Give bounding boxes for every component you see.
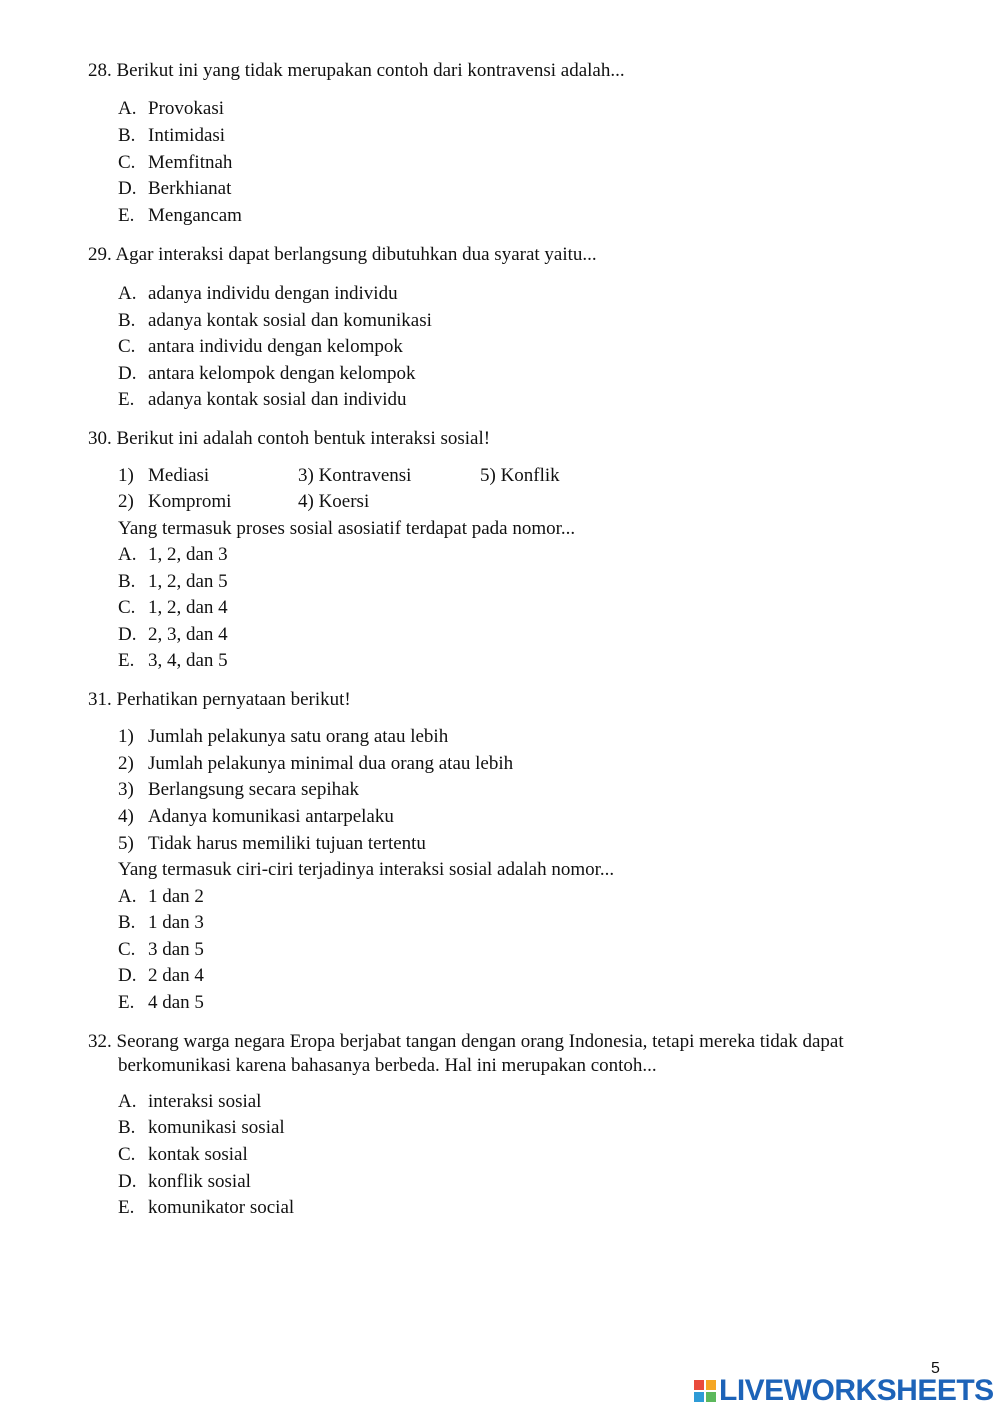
option-label: E. [118, 1197, 135, 1218]
option-28-b[interactable] [118, 126, 618, 146]
option-30-c[interactable] [118, 598, 618, 618]
option-label: E. [118, 650, 135, 671]
question-30 [88, 429, 490, 448]
option-30-a[interactable] [118, 545, 618, 565]
item-label: 1) [118, 465, 134, 486]
item-label: 2) [118, 753, 134, 774]
option-text: antara kelompok dengan kelompok [148, 363, 416, 384]
question-number: 28. [88, 60, 112, 81]
option-text: Provokasi [148, 98, 224, 119]
option-label: B. [118, 912, 136, 933]
option-text: Memfitnah [148, 152, 233, 173]
question-32 [88, 1032, 844, 1051]
option-text: konflik sosial [148, 1171, 251, 1192]
question-prompt: Yang termasuk proses sosial asosiatif terdapat pada nomor... [118, 518, 576, 539]
option-label: A. [118, 283, 137, 304]
question-number: 30. [88, 428, 112, 449]
question-stem-continued: berkomunikasi karena bahasanya berbeda. Hal ini merupakan contoh... [118, 1055, 657, 1076]
statement-item [118, 780, 718, 800]
option-text: 2, 3, dan 4 [148, 624, 228, 645]
liveworksheets-logo[interactable] [694, 1376, 994, 1406]
option-32-d[interactable] [118, 1172, 618, 1192]
option-32-c[interactable] [118, 1145, 618, 1165]
option-28-e[interactable] [118, 206, 618, 226]
option-text: 1, 2, dan 5 [148, 571, 228, 592]
brand-name: LIVEWORKSHEETS [719, 1374, 994, 1407]
statement-item: 4) Koersi [298, 491, 370, 512]
option-label: D. [118, 1171, 137, 1192]
option-label: B. [118, 310, 136, 331]
item-text: Tidak harus memiliki tujuan tertentu [148, 833, 426, 854]
option-32-e[interactable] [118, 1198, 618, 1218]
option-text: adanya kontak sosial dan komunikasi [148, 310, 432, 331]
option-text: Intimidasi [148, 125, 226, 146]
statement-item [118, 492, 288, 512]
option-32-b[interactable] [118, 1118, 618, 1138]
option-label: A. [118, 886, 137, 907]
statement-item: 3) Kontravensi [298, 465, 412, 486]
option-label: A. [118, 544, 137, 565]
statement-item [118, 807, 718, 827]
item-text: Kompromi [148, 491, 232, 512]
option-label: C. [118, 1144, 136, 1165]
option-31-a[interactable] [118, 887, 618, 907]
option-31-b[interactable] [118, 913, 618, 933]
option-29-e[interactable] [118, 390, 618, 410]
statement-item [118, 727, 718, 747]
question-number: 31. [88, 689, 112, 710]
option-28-a[interactable] [118, 99, 618, 119]
option-label: D. [118, 363, 137, 384]
question-prompt: Yang termasuk ciri-ciri terjadinya interaksi sosial adalah nomor... [118, 859, 615, 880]
question-stem: Berikut ini adalah contoh bentuk interaksi sosial! [116, 428, 491, 449]
option-text: kontak sosial [148, 1144, 248, 1165]
option-31-d[interactable] [118, 966, 618, 986]
question-stem: Seorang warga negara Eropa berjabat tangan dengan orang Indonesia, tetapi mereka tidak dapat [116, 1031, 844, 1052]
item-text: Jumlah pelakunya minimal dua orang atau lebih [148, 753, 514, 774]
option-text: 1, 2, dan 4 [148, 597, 228, 618]
option-label: E. [118, 389, 135, 410]
page-number: 5 [931, 1360, 940, 1377]
option-label: D. [118, 178, 137, 199]
option-label: E. [118, 205, 135, 226]
option-text: 3, 4, dan 5 [148, 650, 228, 671]
liveworksheets-logo-icon [694, 1380, 716, 1402]
option-text: 3 dan 5 [148, 939, 204, 960]
option-28-c[interactable] [118, 153, 618, 173]
question-stem: Agar interaksi dapat berlangsung dibutuhkan dua syarat yaitu... [115, 244, 597, 265]
option-label: C. [118, 336, 136, 357]
option-29-a[interactable] [118, 284, 618, 304]
option-text: adanya kontak sosial dan individu [148, 389, 407, 410]
statement-item: 5) Konflik [480, 465, 560, 486]
option-label: C. [118, 597, 136, 618]
option-text: 1 dan 2 [148, 886, 204, 907]
option-30-e[interactable] [118, 651, 618, 671]
statement-item [118, 754, 718, 774]
option-label: A. [118, 1091, 137, 1112]
option-28-d[interactable] [118, 179, 618, 199]
option-text: Mengancam [148, 205, 242, 226]
item-label: 3) [118, 779, 134, 800]
item-text: Mediasi [148, 465, 210, 486]
statement-item [118, 834, 718, 854]
option-label: B. [118, 125, 136, 146]
item-text: Adanya komunikasi antarpelaku [148, 806, 394, 827]
question-31 [88, 690, 351, 709]
option-label: C. [118, 152, 136, 173]
option-31-e[interactable] [118, 993, 618, 1013]
option-text: 2 dan 4 [148, 965, 204, 986]
option-31-c[interactable] [118, 940, 618, 960]
question-number: 29. [88, 244, 112, 265]
item-label: 1) [118, 726, 134, 747]
item-label: 4) [118, 806, 134, 827]
option-label: B. [118, 571, 136, 592]
option-29-b[interactable] [118, 311, 618, 331]
option-text: 4 dan 5 [148, 992, 204, 1013]
option-label: C. [118, 939, 136, 960]
option-29-c[interactable] [118, 337, 618, 357]
option-label: A. [118, 98, 137, 119]
question-28 [88, 61, 625, 80]
option-text: komunikasi sosial [148, 1117, 285, 1138]
option-label: E. [118, 992, 135, 1013]
option-text: 1 dan 3 [148, 912, 204, 933]
option-text: Berkhianat [148, 178, 232, 199]
option-30-d[interactable] [118, 625, 618, 645]
question-stem: Berikut ini yang tidak merupakan contoh dari kontravensi adalah... [116, 60, 625, 81]
option-text: antara individu dengan kelompok [148, 336, 403, 357]
option-text: interaksi sosial [148, 1091, 262, 1112]
question-29 [88, 245, 597, 264]
item-label: 5) [118, 833, 134, 854]
item-label: 2) [118, 491, 134, 512]
option-text: 1, 2, dan 3 [148, 544, 228, 565]
statement-item [118, 466, 288, 486]
option-29-d[interactable] [118, 364, 618, 384]
option-label: D. [118, 624, 137, 645]
option-text: komunikator social [148, 1197, 295, 1218]
item-text: Berlangsung secara sepihak [148, 779, 360, 800]
option-32-a[interactable] [118, 1092, 618, 1112]
option-label: D. [118, 965, 137, 986]
option-label: B. [118, 1117, 136, 1138]
item-text: Jumlah pelakunya satu orang atau lebih [148, 726, 449, 747]
question-number: 32. [88, 1031, 112, 1052]
question-stem: Perhatikan pernyataan berikut! [116, 689, 351, 710]
option-30-b[interactable] [118, 572, 618, 592]
option-text: adanya individu dengan individu [148, 283, 398, 304]
